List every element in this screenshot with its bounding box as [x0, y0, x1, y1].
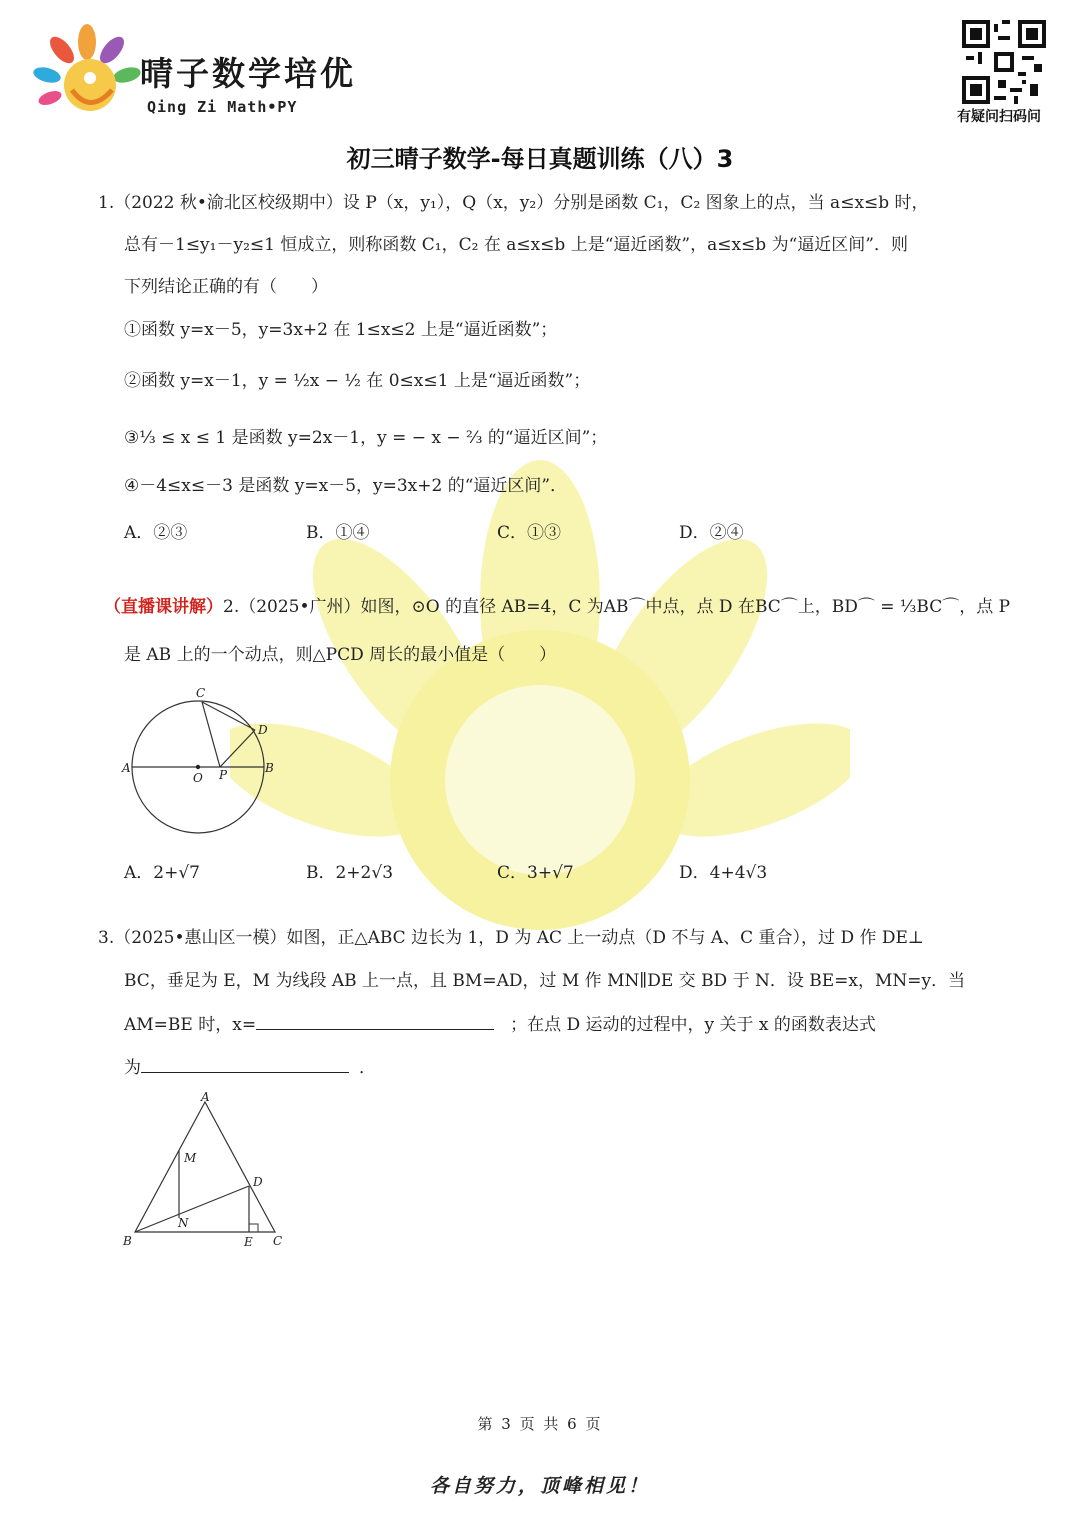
q2-option-a: A．2+√7 — [124, 863, 200, 883]
live-lesson-tag: （直播课讲解） — [104, 597, 223, 617]
segment-bd — [135, 1186, 249, 1232]
q3-line3-a: AM=BE 时，x= — [124, 1015, 257, 1035]
q1-option-d: D．②④ — [679, 523, 744, 543]
q3-line4-b: ． — [359, 1058, 376, 1078]
label-a: A — [122, 761, 131, 775]
q2-line2: 是 AB 上的一个动点，则△PCD 周长的最小值是（ ） — [124, 645, 557, 665]
q1-statement-1: ①函数 y=x－5，y=3x+2 在 1≤x≤2 上是“逼近函数”； — [124, 320, 558, 340]
label-p: P — [219, 768, 228, 782]
q3-line3-b: ；在点 D 运动的过程中，y 关于 x 的函数表达式 — [510, 1015, 876, 1035]
q1-statement-2: ②函数 y=x－1，y = ½x − ½ 在 0≤x≤1 上是“逼近函数”； — [124, 371, 591, 391]
answer-blank-function[interactable] — [141, 1056, 349, 1073]
center-dot — [196, 765, 200, 769]
page-title: 初三晴子数学-每日真题训练（八）3 — [346, 145, 734, 173]
q2-option-c: C．3+√7 — [497, 863, 574, 883]
label-c: C — [273, 1234, 283, 1248]
label-c: C — [196, 686, 206, 700]
triangle-abc — [135, 1102, 275, 1232]
q3-line2: BC，垂足为 E，M 为线段 AB 上一点，且 BM=AD，过 M 作 MN∥DE 交 BD 于 N．设 BE=x，MN=y．当 — [124, 971, 966, 991]
q1-statement-4: ④－4≤x≤－3 是函数 y=x－5，y=3x+2 的“逼近区间”． — [124, 476, 568, 496]
q2-option-d: D．4+4√3 — [679, 863, 768, 883]
q3-line4 — [124, 1056, 376, 1078]
q1-option-c: C．①③ — [497, 523, 562, 543]
label-e: E — [244, 1235, 253, 1249]
q1-statement-3: ③⅓ ≤ x ≤ 1 是函数 y=2x－1，y = − x − ⅔ 的“逼近区间”； — [124, 428, 608, 448]
answer-blank-x[interactable] — [256, 1013, 494, 1030]
page-number: 第 3 页 共 6 页 — [477, 1415, 603, 1433]
q1-option-a: A．②③ — [124, 523, 188, 543]
segment-pd — [220, 730, 255, 767]
q3-line4-a: 为 — [124, 1058, 141, 1078]
qr-caption: 有疑问扫码问 — [957, 109, 1041, 125]
label-m: M — [184, 1151, 197, 1165]
segment-cd — [202, 702, 255, 730]
right-angle-mark — [249, 1224, 258, 1232]
q3-triangle-figure — [118, 1090, 293, 1255]
label-d: D — [258, 723, 268, 737]
q3-line1: 3.（2025•惠山区一模）如图，正△ABC 边长为 1，D 为 AC 上一动点（D 不与 A、C 重合），过 D 作 DE⊥ — [98, 928, 924, 948]
q2-circle-figure — [118, 682, 288, 842]
label-d: D — [253, 1175, 263, 1189]
q1-line1: 1.（2022 秋•渝北区校级期中）设 P（x，y₁），Q（x，y₂）分别是函数 C₁，C₂ 图象上的点，当 a≤x≤b 时， — [98, 193, 929, 213]
label-n: N — [178, 1216, 189, 1230]
label-b: B — [265, 761, 274, 775]
qr-code-icon — [962, 20, 1046, 104]
q3-line3 — [124, 1013, 876, 1035]
label-b: B — [123, 1234, 132, 1248]
q1-option-b: B．①④ — [306, 523, 370, 543]
q2-line1-text: 2.（2025•广州）如图，⊙O 的直径 AB=4，C 为AB⌒中点，点 D 在BC⌒上，BD⌒ = ⅓BC⌒，点 P — [223, 597, 1011, 617]
label-a: A — [201, 1090, 210, 1104]
q1-line2: 总有－1≤y₁－y₂≤1 恒成立，则称函数 C₁，C₂ 在 a≤x≤b 上是“逼近函数”，a≤x≤b 为“逼近区间”．则 — [124, 235, 908, 255]
segment-pc — [202, 702, 220, 767]
label-o: O — [193, 771, 203, 785]
motto: 各自努力，顶峰相见！ — [429, 1475, 650, 1497]
q2-line1 — [104, 597, 1010, 617]
q1-line3: 下列结论正确的有（ ） — [124, 277, 328, 297]
brand-name-en: Qing Zi Math•PY — [147, 98, 298, 116]
q2-option-b: B．2+2√3 — [306, 863, 394, 883]
brand-name-cn: 晴子数学培优 — [140, 54, 356, 93]
brand-logo-icon — [32, 20, 142, 120]
